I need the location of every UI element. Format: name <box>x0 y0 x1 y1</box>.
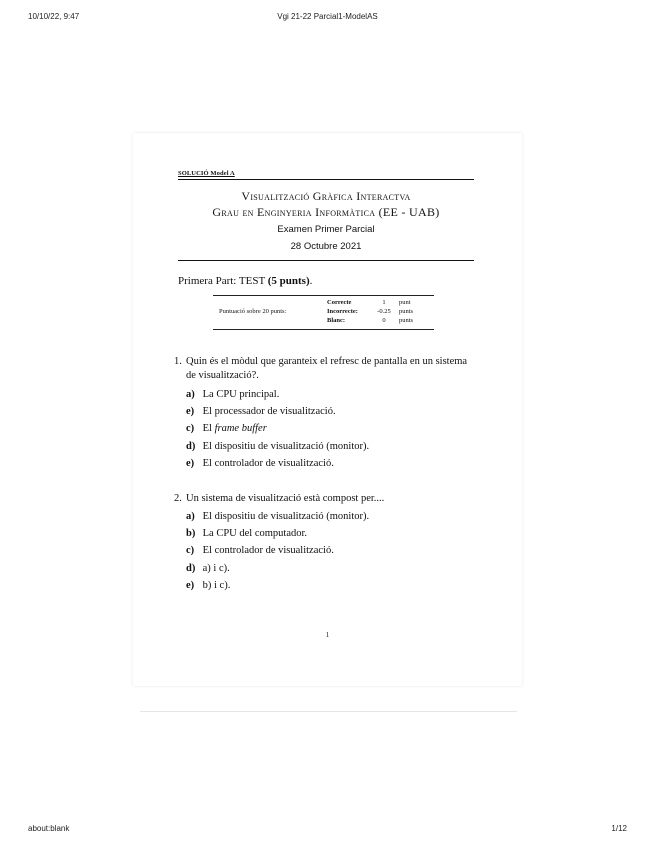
question-2-option-e: e) b) i c). <box>186 580 231 591</box>
question-2-option-c: c) El controlador de visualització. <box>186 545 334 556</box>
question-1-text-cont: de visualització?. <box>186 370 259 381</box>
title-rule-bottom <box>178 260 474 261</box>
scoring-rule-top <box>213 295 434 296</box>
title-rule-top <box>178 179 474 180</box>
degree-title: Grau en Enginyeria Informàtica (EE - UAB) <box>212 205 440 219</box>
print-page-indicator: 1/12 <box>611 824 627 833</box>
print-url: about:blank <box>28 824 70 833</box>
scoring-rule-bottom <box>213 329 434 330</box>
scoring-row: Blanc: 0 punts <box>327 317 414 324</box>
print-doc-title: Vgi 21-22 Parcial1-ModelAS <box>277 12 378 21</box>
question-2-option-d: d) a) i c). <box>186 563 230 574</box>
print-datetime: 10/10/22, 9:47 <box>28 12 80 21</box>
solution-label: SOLUCIÓ Model A <box>178 170 235 177</box>
question-1-option-b: e) El processador de visualització. <box>186 406 336 417</box>
exam-date: 28 Octubre 2021 <box>290 241 362 252</box>
question-2-text: 2. Un sistema de visualització està compost per.... <box>174 493 385 504</box>
question-2-option-b: b) La CPU del computador. <box>186 528 308 539</box>
scoring-row: Incorrecte: -0.25 punts <box>327 308 414 315</box>
question-1-option-c: c) El frame buffer <box>186 423 267 434</box>
question-2-option-a: a) El dispositiu de visualització (monitor). <box>186 511 370 522</box>
scoring-row: Correcte 1 punt <box>327 299 411 306</box>
page-separator <box>140 711 517 712</box>
part-heading: Primera Part: TEST (5 punts). <box>178 275 313 287</box>
question-1-text: 1. Quin és el mòdul que garanteix el refresc de pantalla en un sistema <box>174 356 468 367</box>
question-1-option-e: e) El controlador de visualització. <box>186 458 334 469</box>
question-1-option-a: a) La CPU principal. <box>186 389 280 400</box>
scoring-label: Puntuació sobre 20 punts: <box>219 308 287 315</box>
question-1-option-d: d) El dispositiu de visualització (monitor). <box>186 441 370 452</box>
course-title: Visualització Gràfica Interactva <box>241 189 411 203</box>
exam-name: Examen Primer Parcial <box>277 224 375 235</box>
page-number: 1 <box>325 631 330 639</box>
